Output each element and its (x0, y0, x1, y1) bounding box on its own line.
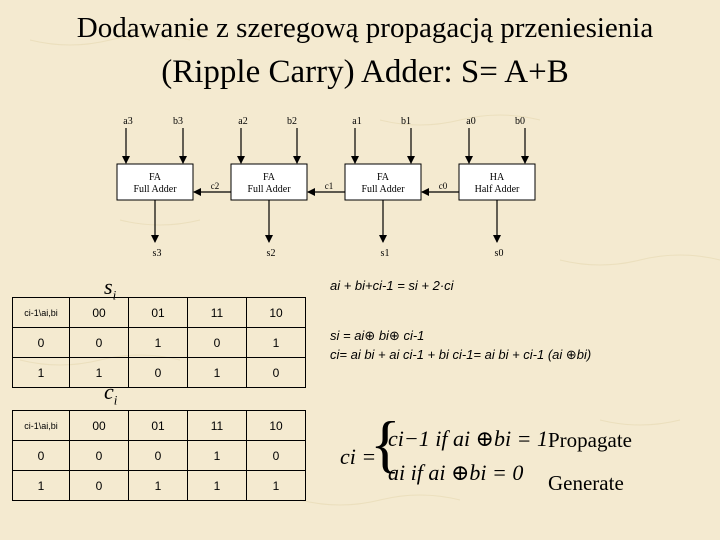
table-row (13, 471, 306, 501)
table-cell: 0 (70, 328, 129, 358)
table-cell: 0 (247, 441, 306, 471)
equation-arithmetic: ai + bi+ci-1 = si + 2·ci (330, 278, 454, 293)
table-row (13, 441, 306, 471)
left-brace-icon: { (370, 408, 401, 479)
output-label-s0: s0 (494, 248, 504, 259)
title-line-2: (Ripple Carry) Adder: S= A+B (161, 54, 569, 90)
piecewise-case-propagate: ci−1 if ai ⊕bi = 1 (388, 426, 548, 451)
table-cell: 10 (247, 298, 306, 328)
table-cell: 00 (70, 298, 129, 328)
table-cell: 1 (247, 328, 306, 358)
block-2-type: FA (262, 172, 276, 183)
table-row (13, 298, 306, 328)
input-label-b2: b2 (287, 116, 297, 127)
block-0-type: HA (489, 172, 505, 183)
input-label-a1: a1 (352, 116, 362, 127)
output-label-s3: s3 (152, 248, 162, 259)
output-label-s2: s2 (266, 248, 276, 259)
piecewise-lhs: ci = (340, 444, 377, 469)
table-cell: 0 (13, 441, 70, 471)
output-label-s1: s1 (380, 248, 390, 259)
block-3-name: Full Adder (133, 184, 177, 195)
table-cell: ci-1\ai,bi (13, 411, 70, 441)
block-0-name: Half Adder (474, 184, 520, 195)
table-cell: 11 (188, 411, 247, 441)
table-cell: 00 (70, 411, 129, 441)
table-cell: 01 (129, 298, 188, 328)
table-cell: 0 (188, 328, 247, 358)
table-cell: 1 (70, 358, 129, 388)
propagate-label: Propagate (548, 428, 632, 452)
input-label-b0: b0 (515, 116, 525, 127)
block-3-type: FA (148, 172, 162, 183)
table-cell: 0 (70, 471, 129, 501)
table-cell: 0 (70, 441, 129, 471)
input-label-a0: a0 (466, 116, 476, 127)
table-cell: 01 (129, 411, 188, 441)
table-cell: 1 (188, 471, 247, 501)
piecewise-case-generate: ai if ai ⊕bi = 0 (388, 460, 524, 485)
table-cell: 1 (129, 328, 188, 358)
table-row (13, 358, 306, 388)
equation-carry: ci= ai bi + ai ci-1 + bi ci-1= ai bi + ci-1 (ai ⊕bi) (330, 347, 592, 362)
input-label-a2: a2 (238, 116, 248, 127)
table-cell: 1 (13, 471, 70, 501)
input-label-b3: b3 (173, 116, 183, 127)
table-cell: 0 (13, 328, 70, 358)
block-1-type: FA (376, 172, 390, 183)
input-label-b1: b1 (401, 116, 411, 127)
table-cell: 0 (129, 441, 188, 471)
carry-label-c0: c0 (438, 181, 448, 191)
table-cell: 1 (247, 471, 306, 501)
input-label-a3: a3 (123, 116, 133, 127)
block-2-name: Full Adder (247, 184, 291, 195)
table-cell: 0 (247, 358, 306, 388)
table-row (13, 411, 306, 441)
block-1-name: Full Adder (361, 184, 405, 195)
piecewise-carry-formula (336, 408, 548, 490)
title-line-1: Dodawanie z szeregową propagacją przeniesienia (76, 12, 654, 44)
table-cell: 0 (129, 358, 188, 388)
table-row (13, 328, 306, 358)
table-cell: 1 (129, 471, 188, 501)
carry-truth-table (12, 410, 306, 501)
table-cell: 1 (188, 441, 247, 471)
sum-table-label: $s_i$ (104, 274, 117, 303)
table-cell: ci-1\ai,bi (13, 298, 70, 328)
generate-label: Generate (548, 471, 624, 495)
table-cell: 11 (188, 298, 247, 328)
sum-truth-table (12, 297, 306, 388)
table-cell: 10 (247, 411, 306, 441)
carry-table-label: $c_i$ (104, 379, 118, 408)
carry-label-c1: c1 (324, 181, 334, 191)
carry-label-c2: c2 (210, 181, 220, 191)
table-cell: 1 (188, 358, 247, 388)
table-cell: 1 (13, 358, 70, 388)
equation-sum: si = ai⊕ bi⊕ ci-1 (330, 328, 425, 343)
